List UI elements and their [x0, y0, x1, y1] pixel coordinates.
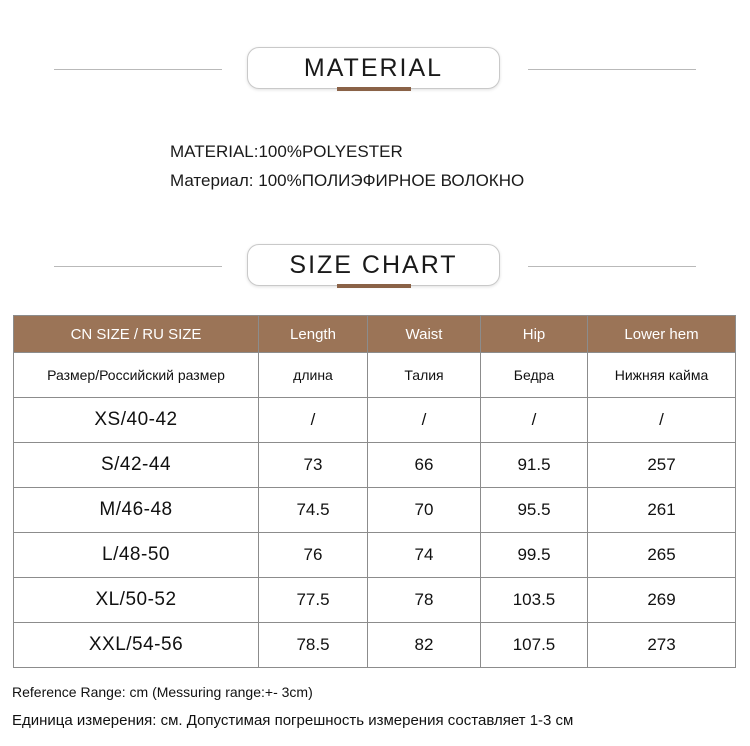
header-lower-hem: Lower hem [588, 316, 736, 353]
subheader-size: Размер/Российский размер [14, 353, 259, 398]
material-title: MATERIAL [247, 47, 500, 89]
hip-cell: 95.5 [481, 488, 588, 533]
table-subheader-row [14, 353, 736, 398]
hip-cell: 91.5 [481, 443, 588, 488]
waist-cell: 82 [368, 623, 481, 668]
material-line-en: MATERIAL:100%POLYESTER [170, 142, 403, 161]
table-header-row [14, 316, 736, 353]
table-row [14, 443, 736, 488]
lower-hem-cell: 265 [588, 533, 736, 578]
waist-cell: 66 [368, 443, 481, 488]
size-cell: L/48-50 [14, 533, 259, 578]
waist-cell: 74 [368, 533, 481, 578]
material-section-header [0, 47, 750, 93]
divider-left [54, 266, 222, 267]
divider-left [54, 69, 222, 70]
subheader-waist: Талия [368, 353, 481, 398]
length-cell: 78.5 [259, 623, 368, 668]
length-cell: 74.5 [259, 488, 368, 533]
lower-hem-cell: 261 [588, 488, 736, 533]
header-cn-ru-size: CN SIZE / RU SIZE [14, 316, 259, 353]
material-line-ru: Материал: 100%ПОЛИЭФИРНОЕ ВОЛОКНО [170, 171, 525, 190]
size-cell: M/46-48 [14, 488, 259, 533]
table-row [14, 398, 736, 443]
title-accent-bar [337, 87, 411, 91]
size-chart-table [13, 315, 736, 668]
hip-cell: 107.5 [481, 623, 588, 668]
lower-hem-cell: / [588, 398, 736, 443]
reference-note-ru: Единица измерения: см. Допустимая погрешность измерения составляет 1-3 см [12, 712, 574, 729]
length-cell: 77.5 [259, 578, 368, 623]
length-cell: / [259, 398, 368, 443]
table-row [14, 623, 736, 668]
header-length: Length [259, 316, 368, 353]
divider-right [528, 266, 696, 267]
size-chart-section-header [0, 244, 750, 290]
reference-note-en: Reference Range: cm (Messuring range:+- 3cm) [12, 684, 313, 700]
waist-cell: 70 [368, 488, 481, 533]
hip-cell: / [481, 398, 588, 443]
lower-hem-cell: 273 [588, 623, 736, 668]
table-row [14, 533, 736, 578]
subheader-hip: Бедра [481, 353, 588, 398]
lower-hem-cell: 257 [588, 443, 736, 488]
lower-hem-cell: 269 [588, 578, 736, 623]
table-row [14, 488, 736, 533]
length-cell: 76 [259, 533, 368, 578]
size-cell: XS/40-42 [14, 398, 259, 443]
size-cell: S/42-44 [14, 443, 259, 488]
divider-right [528, 69, 696, 70]
hip-cell: 99.5 [481, 533, 588, 578]
hip-cell: 103.5 [481, 578, 588, 623]
size-chart-title: SIZE CHART [247, 244, 500, 286]
length-cell: 73 [259, 443, 368, 488]
waist-cell: / [368, 398, 481, 443]
title-accent-bar [337, 284, 411, 288]
header-waist: Waist [368, 316, 481, 353]
size-cell: XL/50-52 [14, 578, 259, 623]
table-row [14, 578, 736, 623]
waist-cell: 78 [368, 578, 481, 623]
size-cell: XXL/54-56 [14, 623, 259, 668]
subheader-length: длина [259, 353, 368, 398]
subheader-lower-hem: Нижняя кайма [588, 353, 736, 398]
header-hip: Hip [481, 316, 588, 353]
